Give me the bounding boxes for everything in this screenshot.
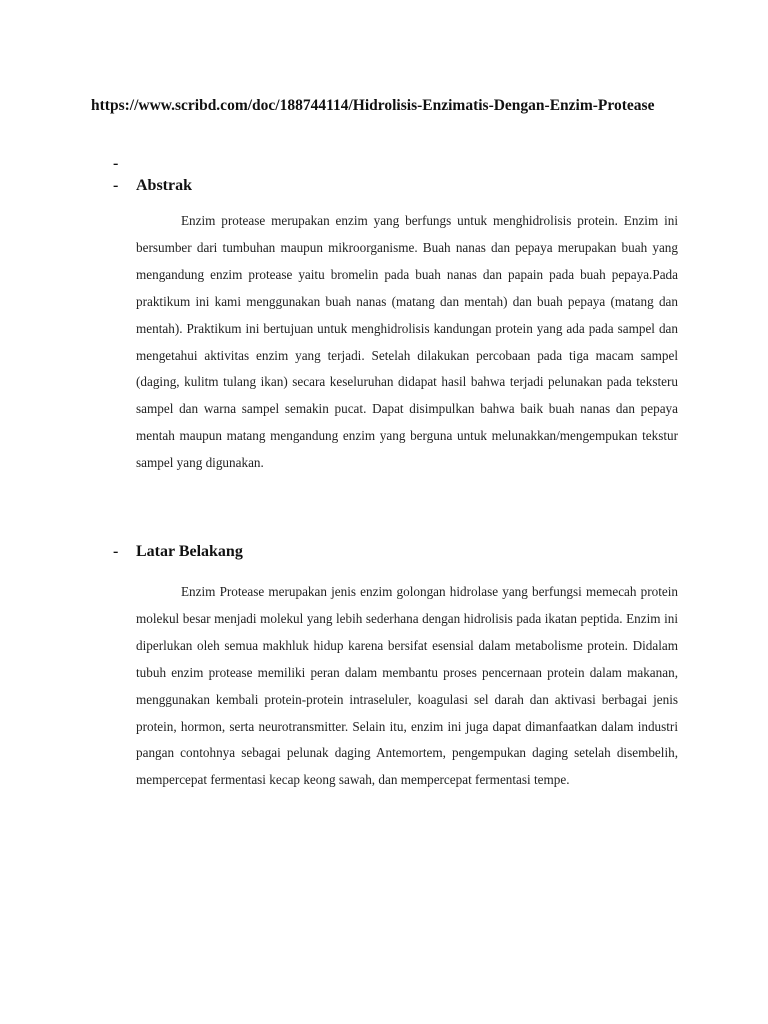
section-heading-latar-belakang [113, 541, 243, 563]
abstrak-paragraph: Enzim protease merupakan enzim yang berfungs untuk menghidrolisis protein. Enzim ini bersumber dari tumbuhan maupun mikroorganisme. Buah nanas dan pepaya merupakan buah yang mengandung enzim protease yaitu bromelin pada buah nanas dan papain pada buah pepaya.Pada praktikum ini kami menggunakan buah nanas (matang dan mentah) dan buah pepaya (matang dan mentah). Praktikum ini bertujuan untuk menghidrolisis kandungan protein yang ada pada sampel dan mengetahui aktivitas enzim yang terjadi. Setelah dilakukan percobaan pada tiga macam sampel (daging, kulitm tulang ikan) secara keseluruhan didapat hasil bahwa terjadi pelunakan pada teksteru sampel dan warna sampel semakin pucat. Dapat disimpulkan bahwa baik buah nanas dan pepaya mentah maupun matang mengandung enzim yang berguna untuk melunakkan/mengempukan tekstur sampel yang digunakan. [136, 213, 678, 471]
bullet-dash: - [113, 155, 119, 172]
section-title: Latar Belakang [136, 543, 243, 560]
empty-bullet [113, 153, 136, 175]
bullet-dash: - [113, 177, 119, 194]
latar-belakang-paragraph: Enzim Protease merupakan jenis enzim golongan hidrolase yang berfungsi memecah protein molekul besar menjadi molekul yang lebih sederhana dengan hidrolisis pada ikatan peptida. Enzim ini diperlukan oleh semua makhluk hidup karena bersifat esensial dalam metabolisme protein. Didalam tubuh enzim protease memiliki peran dalam membantu proses pencernaan protein dalam makanan, menggunakan kembali protein-protein intraseluler, koagulasi sel darah dan aktivasi berbagai jenis protein, hormon, serta neurotransmitter. Selain itu, enzim ini juga dapat dimanfaatkan dalam industri pangan contohnya sebagai pelunak daging Antemortem, pengempukan daging setelah disembelih, mempercepat fermentasi kecap keong sawah, dan mempercepat fermentasi tempe. [136, 584, 678, 788]
bullet-dash: - [113, 543, 119, 560]
source-url-heading[interactable]: https://www.scribd.com/doc/188744114/Hidrolisis-Enzimatis-Dengan-Enzim-Protease [91, 97, 655, 114]
section-title: Abstrak [136, 177, 193, 194]
section-heading-abstrak [113, 175, 192, 197]
